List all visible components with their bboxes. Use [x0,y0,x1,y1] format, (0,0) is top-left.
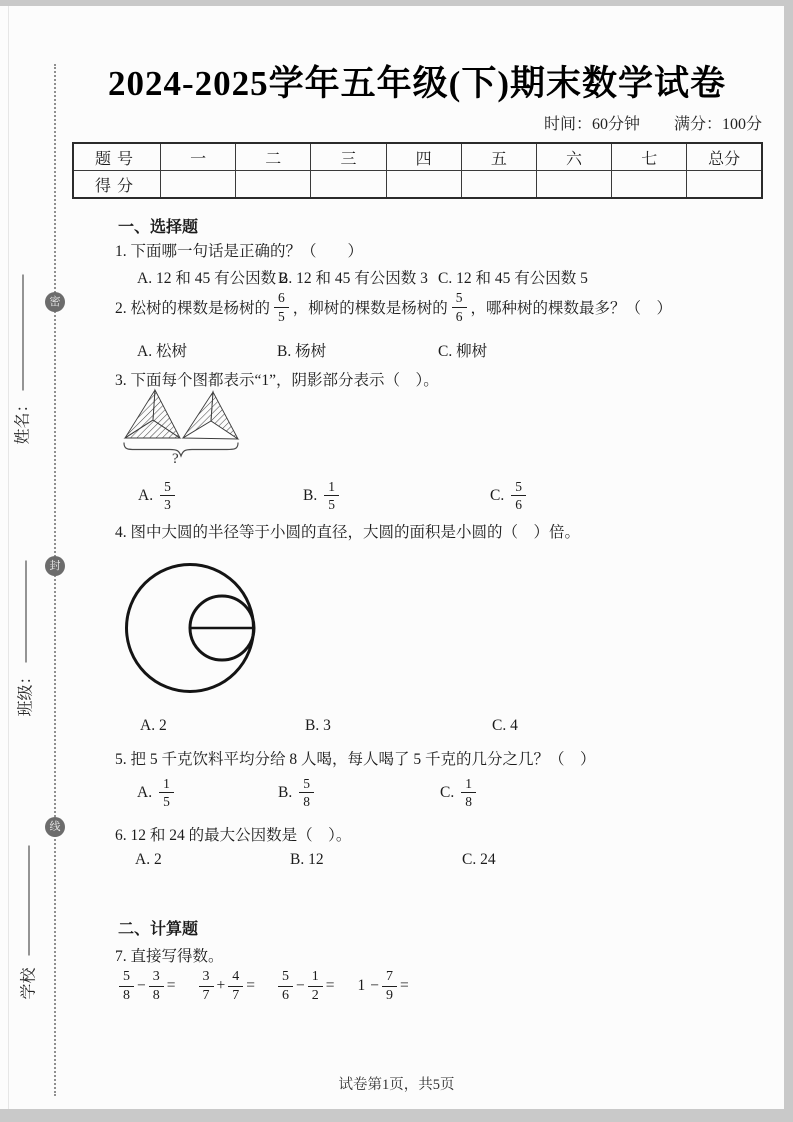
score-empty-cell [236,171,311,199]
school-field [16,830,39,1000]
seal-char-mi: 密 [45,292,65,312]
figure-question-mark: ? [172,451,179,467]
time-label: 时间：60分钟 [543,116,640,133]
question-4-text: 4. 图中大圆的半径等于小圆的直径，大圆的面积是小圆的（ ）倍。 [115,524,581,541]
score-empty-cell [161,171,236,199]
brace-icon [124,443,238,456]
fraction-4-7 [228,969,243,1003]
question-3-option-c [490,479,526,512]
shaded-triangles-figure [112,386,252,464]
question-2-option-a: A. 松树 [137,343,187,360]
name-label: 姓名： [14,396,32,445]
score-table-header-cell: 总分 [687,143,762,171]
score-empty-cell [687,171,762,199]
fraction-numerator: 3 [199,969,214,987]
score-table-header-cell: 一 [161,143,236,171]
option-letter: B. [303,486,318,504]
fraction-numerator: 5 [452,290,467,307]
question-1-option-c: C. 12 和 45 有公因数 5 [438,270,588,287]
fraction-1-5 [324,479,339,512]
question-1-option-b: B. 12 和 45 有公因数 3 [278,270,428,287]
seal-char-feng: 封 [45,556,65,576]
option-letter: A. [137,783,153,801]
school-label: 学校 [20,967,38,1000]
fraction-denominator: 6 [515,497,522,513]
score-row-label-cell: 得分 [73,171,161,199]
question-4-option-a: A. 2 [140,717,167,734]
fraction-denominator: 5 [278,308,285,324]
fraction-denominator: 6 [282,987,289,1003]
seal-dotted-line [54,64,56,1096]
question-6-option-b: B. 12 [290,851,324,868]
question-1-option-a: A. 12 和 45 有公因数 2 [137,270,288,287]
score-table [72,142,763,199]
whole-number: 1 [357,977,366,995]
question-5-option-a [137,776,174,809]
equals-sign: = [246,977,255,995]
equation-2 [199,969,259,1003]
question-2-options [72,339,772,361]
option-letter: A. [138,486,154,504]
fraction-numerator: 3 [149,969,164,987]
question-3-option-b [303,479,339,512]
triangle-2-partial [183,392,238,439]
fraction-numerator: 5 [278,969,293,987]
class-label: 班级： [17,668,35,717]
page-footer: 试卷第1页，共5页 [338,1077,455,1093]
question-2-part-2: ，柳树的棵数是杨树的 [292,300,448,317]
fraction-denominator: 8 [303,794,310,810]
fraction-numerator: 1 [324,479,339,496]
equals-sign: = [400,977,409,995]
fraction-5-6 [452,290,467,323]
question-2-part-1: 2. 松树的棵数是杨树的 [115,300,271,317]
fraction-numerator: 1 [159,776,174,793]
question-1-text: 1. 下面哪一句话是正确的？（ ） [115,243,364,260]
fraction-denominator: 2 [311,987,319,1003]
question-6-text: 6. 12 和 24 的最大公因数是（ ）。 [115,827,352,844]
fraction-denominator: 7 [202,987,210,1003]
fraction-denominator: 8 [152,987,160,1003]
equals-sign: = [325,977,335,995]
score-table-header-cell: 六 [536,143,611,171]
fraction-5-8 [119,969,134,1003]
fraction-denominator: 3 [164,497,171,513]
full-score-label: 满分：100分 [673,116,762,133]
fraction-numerator: 1 [461,776,476,793]
score-table-header-cell: 七 [612,143,687,171]
class-blank-line [25,560,26,662]
fraction-3-7 [199,969,214,1003]
score-table-header-row [73,143,762,171]
class-field [13,541,36,717]
section-2-title: 二、计算题 [118,921,199,938]
fraction-5-6 [278,969,293,1003]
section-1-title: 一、选择题 [118,219,199,236]
question-4-option-b: B. 3 [305,717,331,734]
name-blank-line [22,274,23,390]
exam-meta [72,111,762,134]
question-3-text: 3. 下面每个图都表示“1”，阴影部分表示（ ）。 [115,372,439,389]
fraction-denominator: 8 [465,794,472,810]
plus-operator: + [216,977,226,995]
fraction-5-3 [160,479,175,512]
exam-title: 2024-2025学年五年级(下)期末数学试卷 [108,64,726,103]
fraction-denominator: 8 [123,987,130,1003]
fraction-numerator: 4 [228,969,243,987]
circles-figure [124,560,264,698]
equals-sign: = [166,977,176,995]
minus-operator: − [296,977,305,995]
question-5-option-c [440,776,476,809]
score-empty-cell [461,171,536,199]
question-3-option-a [138,479,175,512]
scan-edge-line [8,6,9,1109]
option-letter: C. [490,486,505,504]
fraction-6-5 [274,290,289,323]
fraction-denominator: 5 [163,794,170,810]
question-5-text: 5. 把 5 千克饮料平均分给 8 人喝，每人喝了 5 千克的几分之几？（ ） [115,751,596,768]
fraction-denominator: 7 [232,987,240,1003]
question-4-options [72,717,772,739]
score-table-header-cell: 题号 [73,143,161,171]
fraction-denominator: 9 [386,987,393,1003]
fraction-5-6 [511,479,526,512]
question-5-options [72,776,772,812]
score-table-score-row [73,171,762,199]
fraction-numerator: 5 [299,776,314,793]
question-7-equations [119,969,432,1003]
question-2-text [115,289,672,325]
fraction-numerator: 7 [382,969,397,987]
minus-operator: − [370,977,379,995]
question-2-part-3: ，哪种树的棵数最多？（ ） [470,300,673,317]
question-6-options [72,851,772,873]
seal-char-xian: 线 [45,817,65,837]
score-empty-cell [536,171,611,199]
fraction-1-5 [159,776,174,809]
fraction-numerator: 5 [160,479,175,496]
fraction-numerator: 6 [274,290,289,307]
question-5-option-b [278,776,314,809]
score-table-header-cell: 四 [386,143,461,171]
option-letter: B. [278,783,293,801]
fraction-1-2 [308,969,323,1003]
question-2-option-c: C. 柳树 [438,343,488,360]
fraction-5-8 [299,776,314,809]
fraction-denominator: 5 [328,497,335,513]
fraction-numerator: 5 [511,479,526,496]
triangle-1-shaded [125,390,180,438]
question-4-option-c: C. 4 [492,717,518,734]
score-table-header-cell: 五 [461,143,536,171]
fraction-numerator: 5 [119,969,134,987]
equation-4 [358,969,412,1003]
score-empty-cell [612,171,687,199]
minus-operator: − [137,977,146,995]
question-1-options [72,266,772,288]
question-6-option-a: A. 2 [135,851,162,868]
fraction-1-8 [461,776,476,809]
question-7-text: 7. 直接写得数。 [115,948,224,965]
score-table-header-cell: 二 [236,143,311,171]
fraction-denominator: 6 [455,308,463,324]
score-table-header-cell: 三 [311,143,386,171]
fraction-3-8 [149,969,164,1003]
option-letter: C. [440,783,455,801]
school-blank-line [28,845,29,955]
fraction-7-9 [382,969,397,1003]
score-empty-cell [311,171,386,199]
question-6-option-c: C. 24 [462,851,496,868]
score-empty-cell [386,171,461,199]
name-field [10,255,33,445]
question-2-option-b: B. 杨树 [277,343,327,360]
equation-1 [119,969,179,1003]
equation-3 [278,969,338,1003]
fraction-numerator: 1 [308,969,323,987]
question-3-options [72,479,772,515]
